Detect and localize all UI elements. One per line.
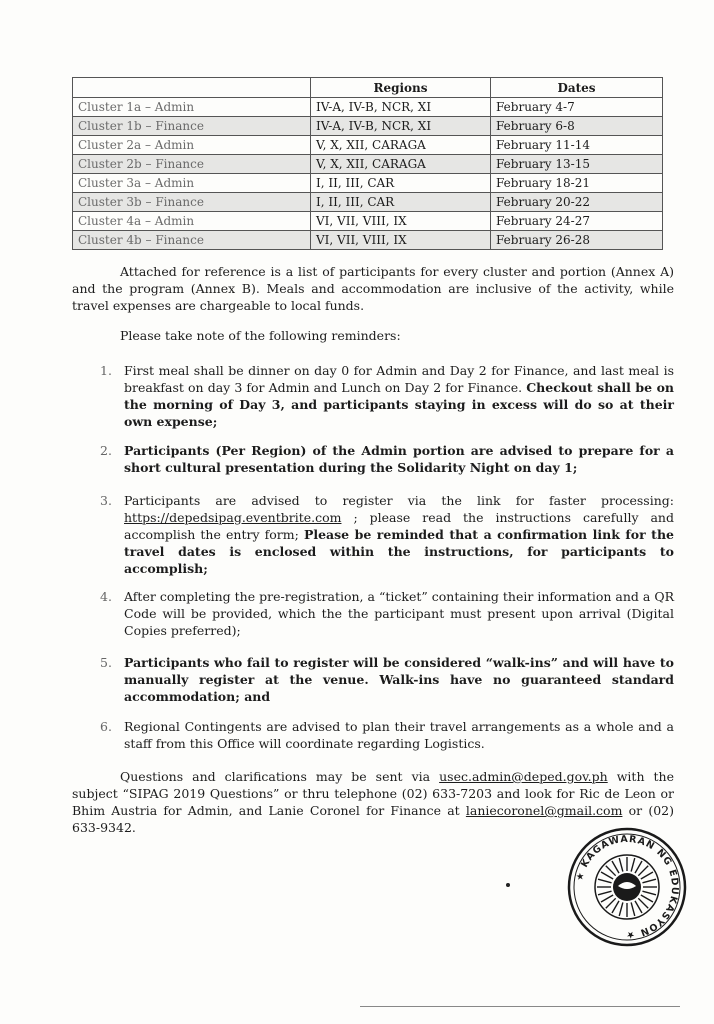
regions-cell: IV-A, IV-B, NCR, XI <box>311 98 491 117</box>
reminder-bold: Checkout shall be on the morning of Day 3, and participants staying in excess will do so at their own expense; <box>124 380 675 429</box>
table-header-row <box>73 78 663 98</box>
dates-cell: February 18-21 <box>491 174 663 193</box>
dates-cell: February 11-14 <box>491 136 663 155</box>
registration-link[interactable]: https://depedsipag.eventbrite.com <box>124 510 342 525</box>
regions-cell: I, II, III, CAR <box>311 174 491 193</box>
reminder-text <box>124 442 674 476</box>
reminder-number: 6. <box>100 719 112 734</box>
cluster-cell: Cluster 1a – Admin <box>73 98 311 117</box>
header-dates: Dates <box>491 78 663 98</box>
dates-cell: February 6-8 <box>491 117 663 136</box>
reminder-plain-after: ; please read the instructions carefully and accomplish the entry form; <box>124 510 674 542</box>
regions-cell: V, X, XII, CARAGA <box>311 136 491 155</box>
reminder-plain: Participants are advised to register via the link for faster processing: <box>124 493 674 508</box>
table-row <box>73 117 663 136</box>
footer-rule <box>360 1006 680 1007</box>
table-row <box>73 174 663 193</box>
reminder-text: Regional Contingents are advised to plan their travel arrangements as a whole and a staff from this Office will coordinate regarding Logistics. <box>124 719 674 751</box>
reminder-number: 1. <box>100 363 112 378</box>
table-row <box>73 155 663 174</box>
cluster-cell: Cluster 4b – Finance <box>73 231 311 250</box>
table-row <box>73 193 663 212</box>
header-regions: Regions <box>311 78 491 98</box>
reminders-intro: Please take note of the following reminders: <box>120 328 401 343</box>
table-row <box>73 136 663 155</box>
reminder-bold: Participants (Per Region) of the Admin portion are advised to prepare for a short cultural presentation during the Solidarity Night on day 1; <box>124 443 674 475</box>
schedule-table <box>72 77 663 250</box>
cluster-cell: Cluster 2b – Finance <box>73 155 311 174</box>
reminder-text <box>124 654 674 705</box>
email-link-finance[interactable]: laniecoronel@gmail.com <box>465 803 623 818</box>
reminder-number: 5. <box>100 655 112 670</box>
closing-text-2: with the subject “SIPAG 2019 Questions” or thru telephone (02) 633-7203 and look for Ric de Leon or Bhim Austria for Admin, and Lanie Coronel for Finance at <box>72 769 674 818</box>
reminder-number: 3. <box>100 493 112 508</box>
dates-cell: February 4-7 <box>491 98 663 117</box>
reminder-plain: First meal shall be dinner on day 0 for Admin and Day 2 for Finance, and last meal is breakfast on day 3 for Admin and Lunch on Day 2 for Finance. <box>124 363 674 395</box>
cluster-cell: Cluster 3b – Finance <box>73 193 311 212</box>
dates-cell: February 13-15 <box>491 155 663 174</box>
deped-seal-logo <box>566 826 688 948</box>
table-row <box>73 212 663 231</box>
attached-paragraph: Attached for reference is a list of participants for every cluster and portion (Annex A) and the program (Annex B). Meals and accommodation are inclusive of the activity, while travel expenses are chargeable to local funds. <box>72 264 674 313</box>
table-row <box>73 98 663 117</box>
reminder-text: After completing the pre-registration, a “ticket” containing their information and a QR Code will be provided, which the the participant must present upon arrival (Digital Copies preferred); <box>124 589 674 638</box>
ink-dot <box>506 883 510 887</box>
svg-text:★ KAGAWARAN NG EDUKASYON ★: ★ KAGAWARAN NG EDUKASYON ★ <box>574 833 681 941</box>
regions-cell: I, II, III, CAR <box>311 193 491 212</box>
reminder-text <box>124 362 674 430</box>
regions-cell: V, X, XII, CARAGA <box>311 155 491 174</box>
cluster-cell: Cluster 3a – Admin <box>73 174 311 193</box>
cluster-cell: Cluster 4a – Admin <box>73 212 311 231</box>
reminder-bold: Please be reminded that a confirmation link for the travel dates is enclosed within the instructions, for participants to accomplish; <box>124 527 674 576</box>
cluster-cell: Cluster 2a – Admin <box>73 136 311 155</box>
dates-cell: February 26-28 <box>491 231 663 250</box>
closing-text-3: or (02) 633-9342. <box>72 803 674 835</box>
header-cluster <box>73 78 311 98</box>
closing-text-1: Questions and clarifications may be sent via <box>120 769 431 784</box>
email-link-admin[interactable]: usec.admin@deped.gov.ph <box>439 769 608 784</box>
reminder-number: 2. <box>100 443 112 458</box>
reminder-number: 4. <box>100 589 112 604</box>
dates-cell: February 24-27 <box>491 212 663 231</box>
regions-cell: VI, VII, VIII, IX <box>311 212 491 231</box>
reminder-bold: Participants who fail to register will be considered “walk-ins” and will have to manually register at the venue. Walk-ins have no guaranteed standard accommodation; and <box>124 655 674 704</box>
dates-cell: February 20-22 <box>491 193 663 212</box>
regions-cell: IV-A, IV-B, NCR, XI <box>311 117 491 136</box>
cluster-cell: Cluster 1b – Finance <box>73 117 311 136</box>
regions-cell: VI, VII, VIII, IX <box>311 231 491 250</box>
table-row <box>73 231 663 250</box>
reminder-text <box>124 492 674 577</box>
